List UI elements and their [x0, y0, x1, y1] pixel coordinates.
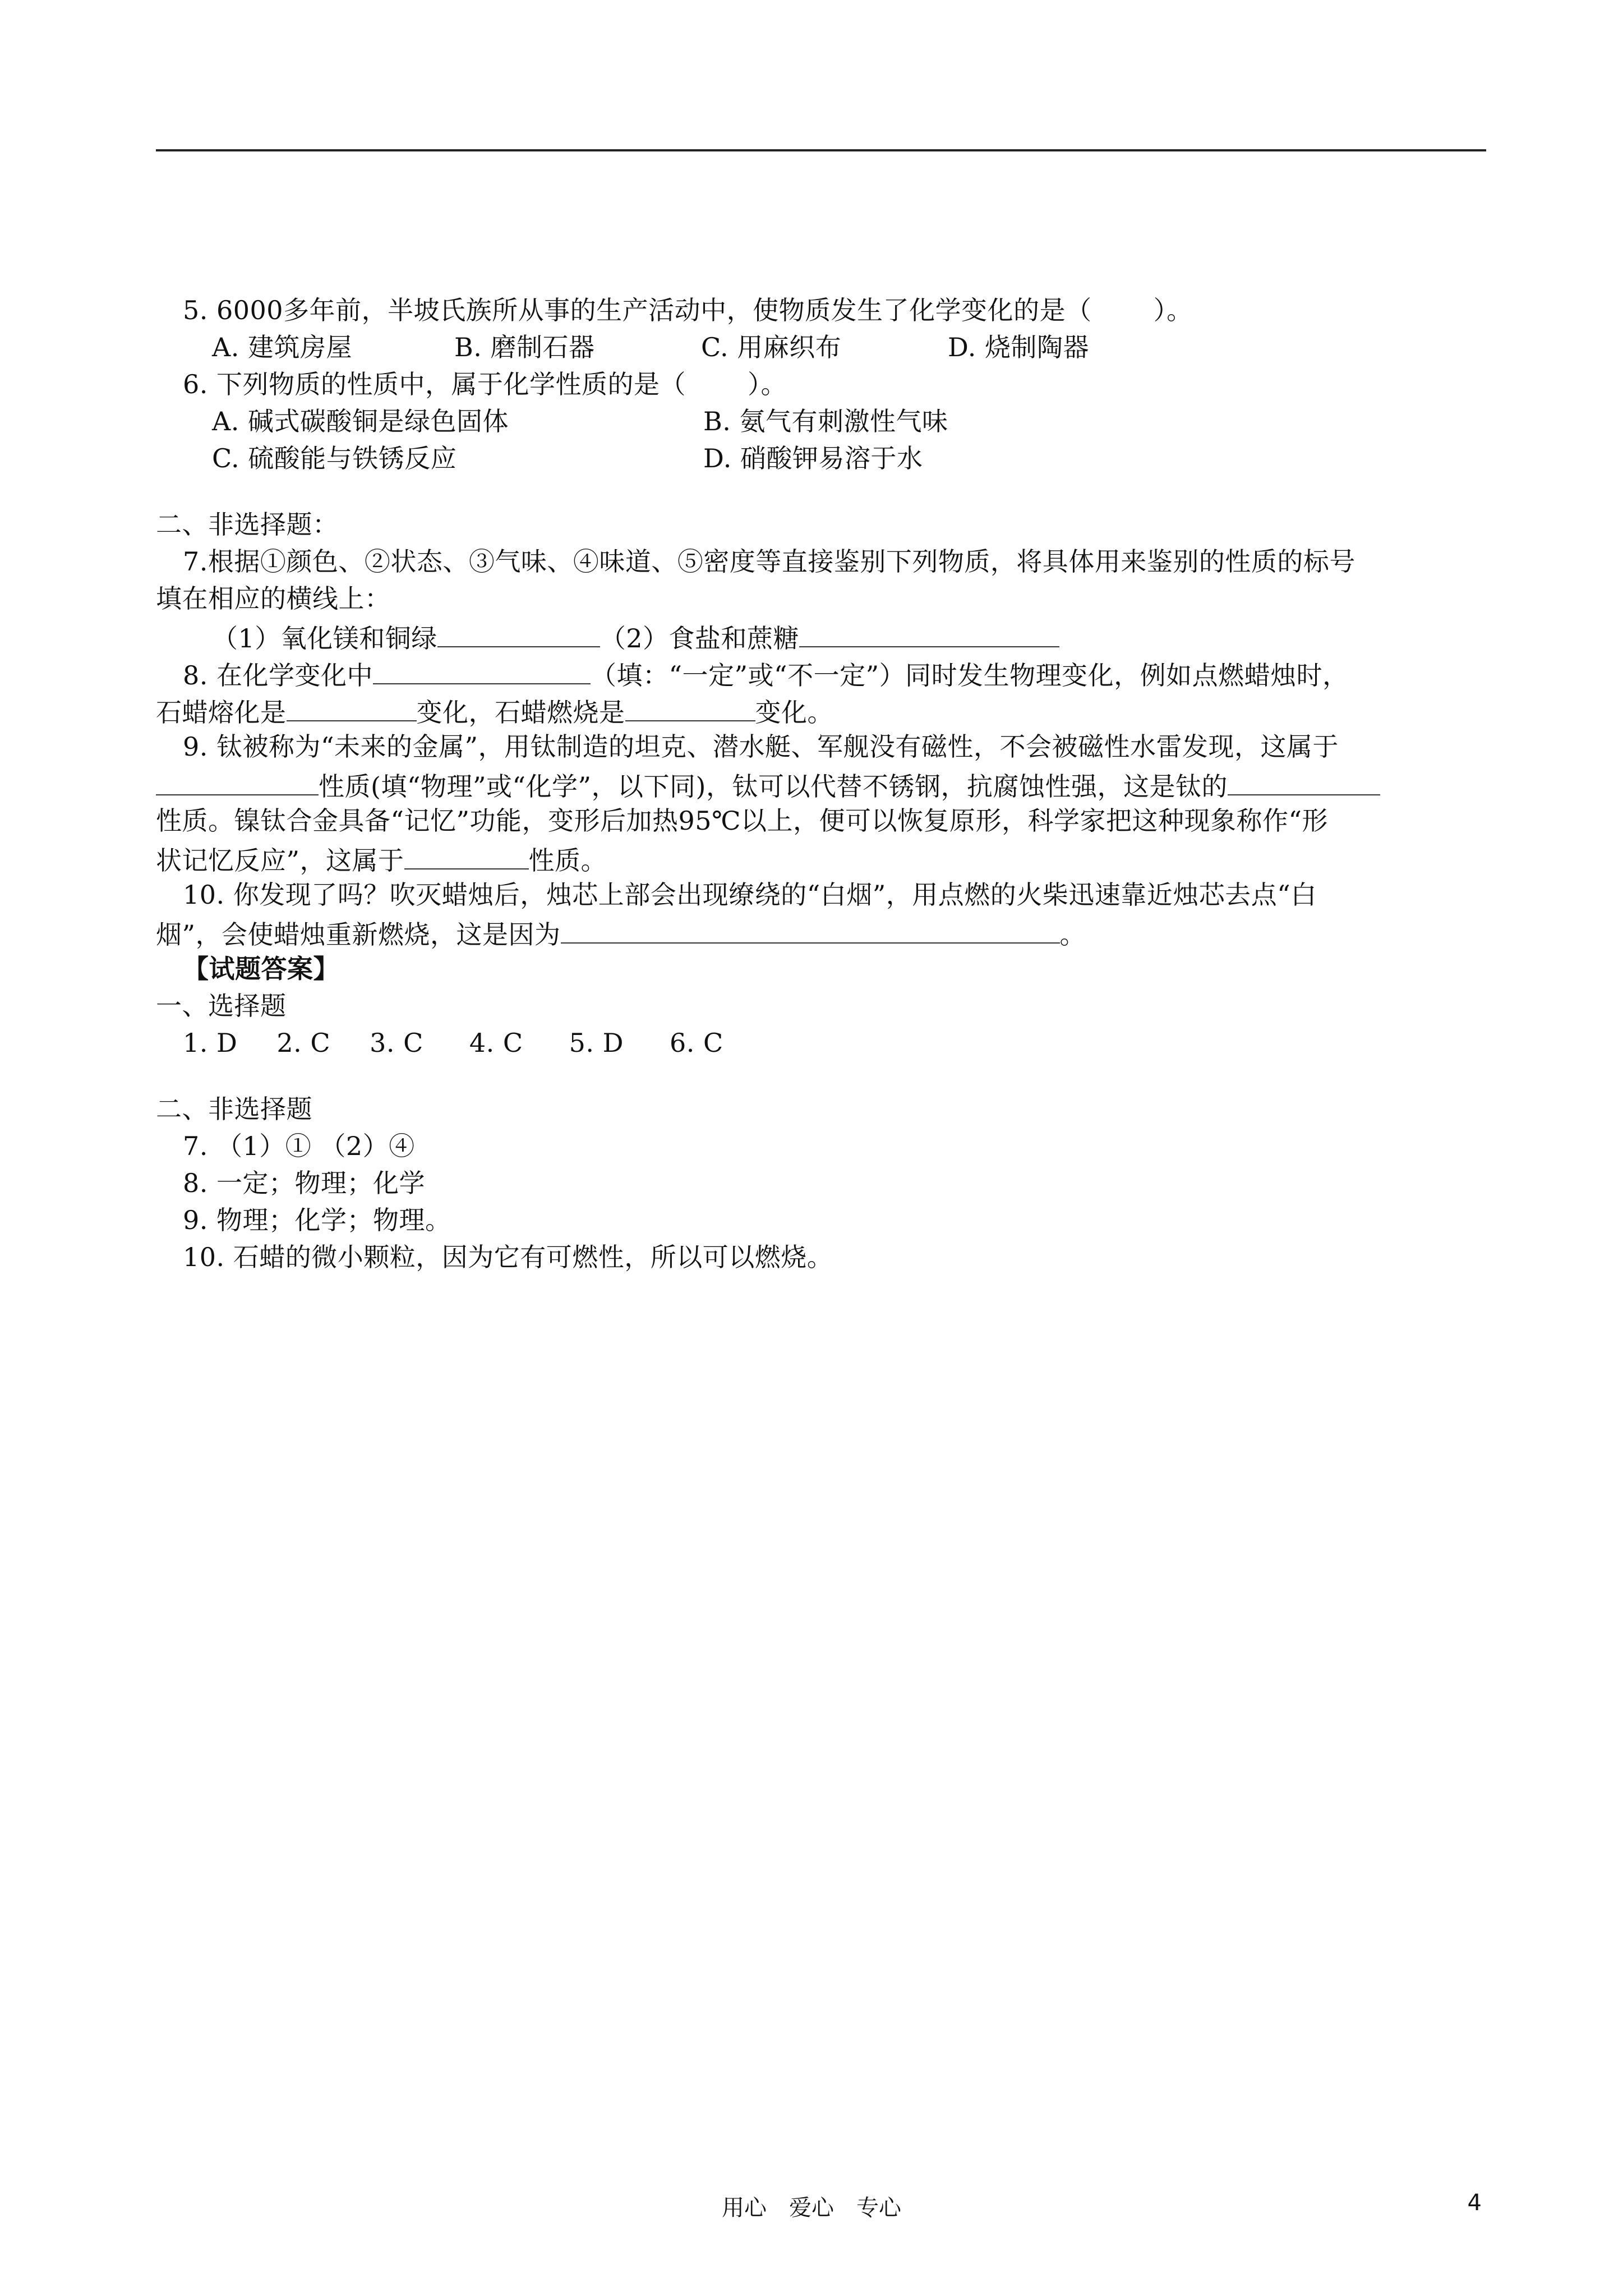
- question-9-blank-3[interactable]: [404, 839, 529, 869]
- question-5-options: [156, 329, 1486, 366]
- worksheet-content: [156, 292, 1486, 1276]
- question-8-text-4: 变化，石蜡燃烧是: [416, 697, 625, 728]
- question-9-text-5: 性质。: [528, 845, 607, 876]
- question-6-options-ab: [156, 403, 1486, 440]
- question-5-option-d: D. 烧制陶器: [948, 332, 1089, 362]
- question-6-stem: [156, 366, 1486, 403]
- question-8-line-1: [156, 654, 1486, 691]
- question-5-close: ）。: [1153, 295, 1193, 325]
- page-number: 4: [1467, 2190, 1482, 2216]
- answer-1: 1. D: [183, 1028, 238, 1058]
- question-9-line-4: [156, 839, 1486, 876]
- answer-9: 9. 物理；化学；物理。: [183, 1205, 451, 1235]
- question-8-blank-2[interactable]: [287, 691, 417, 721]
- question-10-blank[interactable]: [561, 913, 1060, 944]
- question-10-line-2: [156, 913, 1486, 950]
- question-9-line-2: [156, 765, 1486, 802]
- answer-4: 4. C: [469, 1028, 523, 1058]
- question-8-text-1: 8. 在化学变化中: [183, 660, 374, 691]
- question-9-text-4: 状记忆反应”，这属于: [156, 845, 404, 876]
- question-9-line-3: 性质。镍钛合金具备“记忆”功能，变形后加热95℃以上，便可以恢复原形，科学家把这种现象称作“形: [156, 806, 1329, 836]
- section-heading-nonchoice: 二、非选择题：: [156, 509, 339, 540]
- question-6-option-d: D. 硝酸钾易溶于水: [703, 443, 923, 473]
- header-rule: [156, 149, 1486, 151]
- question-10-text-3: 。: [1059, 919, 1086, 950]
- answer-7: 7. （1）① （2）④: [183, 1131, 415, 1161]
- question-6-option-c: C. 硫酸能与铁锈反应: [212, 443, 457, 473]
- question-7-blank-2[interactable]: [799, 617, 1059, 647]
- question-7-blank-1[interactable]: [437, 617, 600, 647]
- question-5-text: 5. 6000多年前，半坡氏族所从事的生产活动中，使物质发生了化学变化的是（: [183, 295, 1092, 325]
- footer-motto: 用心 爱心 专心: [722, 2195, 901, 2221]
- question-6-text: 6. 下列物质的性质中，属于化学性质的是（: [183, 369, 686, 399]
- answer-3: 3. C: [370, 1028, 423, 1058]
- question-5-option-b: B. 磨制石器: [454, 332, 595, 362]
- question-5-stem: [156, 292, 1486, 329]
- question-7-line-2: 填在相应的横线上：: [156, 583, 391, 614]
- question-8-text-2: （填：“一定”或“不一定”）同时发生物理变化，例如点燃蜡烛时，: [591, 660, 1349, 691]
- answers-title: 【试题答案】: [183, 954, 339, 984]
- question-6-option-b: B. 氨气有刺激性气味: [703, 406, 948, 436]
- question-6-close: ）。: [748, 369, 787, 399]
- answer-10: 10. 石蜡的微小颗粒，因为它有可燃性，所以可以燃烧。: [183, 1242, 833, 1272]
- question-7-parts: [156, 617, 1486, 654]
- question-8-text-5: 变化。: [755, 697, 833, 728]
- question-8-line-2: [156, 691, 1486, 728]
- question-7-part-2: （2）食盐和蔗糖: [600, 623, 800, 654]
- spacer: [156, 477, 1486, 506]
- question-9-blank-2[interactable]: [1228, 765, 1380, 795]
- question-8-text-3: 石蜡熔化是: [156, 697, 287, 728]
- answers-section-2-heading: 二、非选择题: [156, 1094, 312, 1124]
- answers-choice-row: [156, 1024, 1486, 1061]
- answers-section-1-heading: 一、选择题: [156, 991, 287, 1021]
- question-8-blank-1[interactable]: [373, 654, 591, 684]
- answer-5: 5. D: [569, 1028, 624, 1058]
- answer-2: 2. C: [276, 1028, 331, 1058]
- question-10-line-1: 10. 你发现了吗？吹灭蜡烛后，烛芯上部会出现缭绕的“白烟”，用点燃的火柴迅速靠近烛芯去点“白: [183, 880, 1317, 910]
- answer-8: 8. 一定；物理；化学: [183, 1168, 426, 1198]
- answer-6: 6. C: [669, 1028, 723, 1058]
- spacer: [156, 1061, 1486, 1091]
- question-5-option-a: A. 建筑房屋: [212, 332, 352, 362]
- question-6-options-cd: [156, 440, 1486, 477]
- question-8-blank-3[interactable]: [625, 691, 755, 721]
- question-7-line-1: 7.根据①颜色、②状态、③气味、④味道、⑤密度等直接鉴别下列物质，将具体用来鉴别的性质的标号: [183, 546, 1355, 577]
- question-5-option-c: C. 用麻织布: [701, 332, 842, 362]
- question-10-text-2: 烟”，会使蜡烛重新燃烧，这是因为: [156, 919, 561, 950]
- question-9-text-2: 性质(填“物理”或“化学”，以下同)，钛可以代替不锈钢，抗腐蚀性强，这是钛的: [319, 771, 1228, 802]
- question-6-option-a: A. 碱式碳酸铜是绿色固体: [212, 406, 509, 436]
- question-7-part-1: （1）氧化镁和铜绿: [212, 623, 437, 654]
- question-9-line-1: 9. 钛被称为“未来的金属”，用钛制造的坦克、潜水艇、军舰没有磁性，不会被磁性水雷发现，这属于: [183, 731, 1339, 762]
- question-9-blank-1[interactable]: [156, 765, 319, 795]
